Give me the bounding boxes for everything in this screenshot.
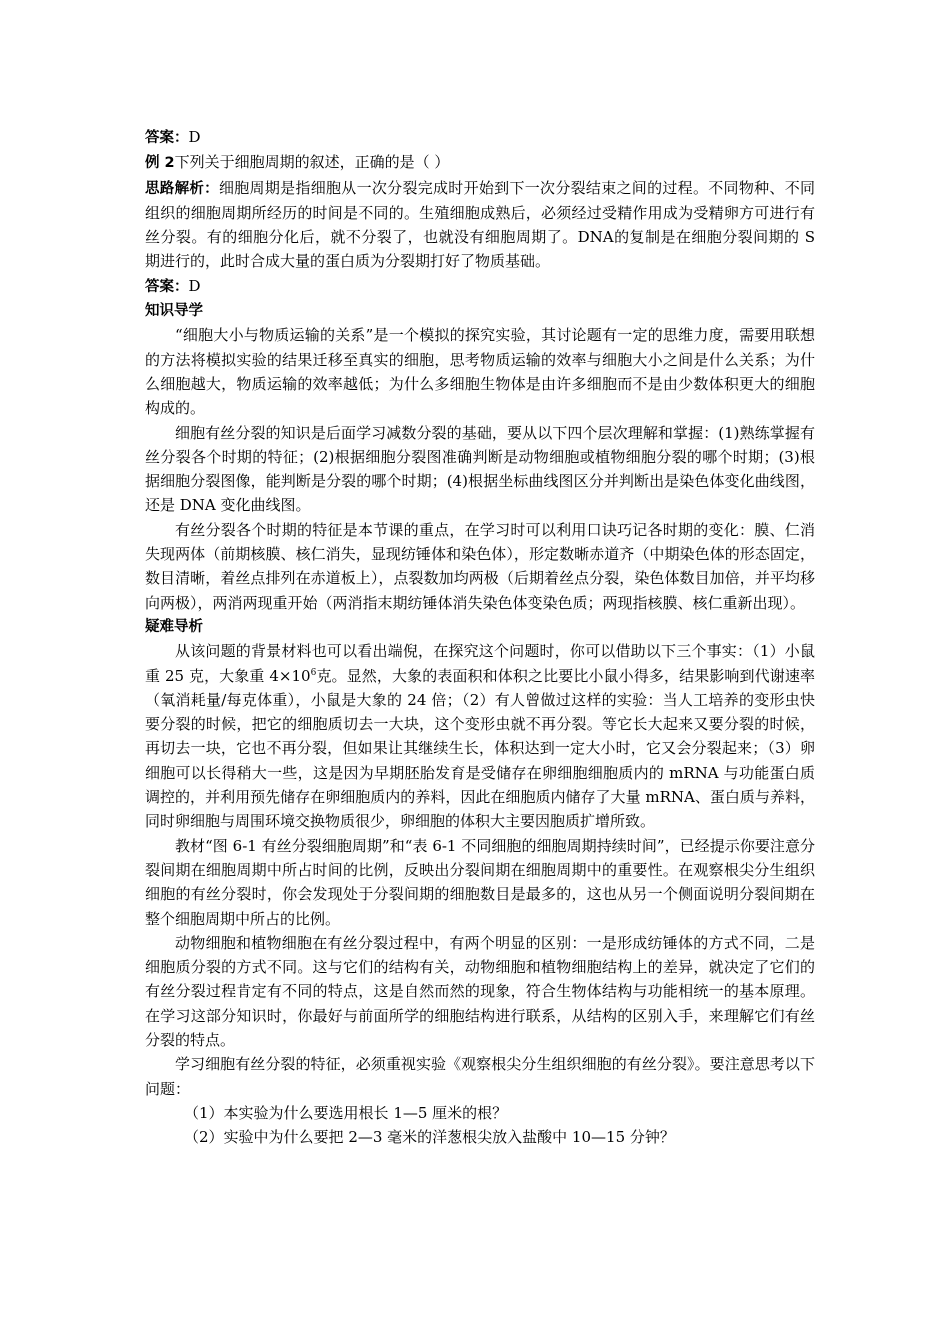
section-heading-difficulty-analysis: 疑难导析 xyxy=(145,618,203,635)
section-heading-knowledge-guide: 知识导学 xyxy=(145,303,203,320)
analysis-paragraph xyxy=(145,176,815,274)
guide-paragraph: 有丝分裂各个时期的特征是本节课的重点，在学习时可以利用口诀巧记各时期的变化：膜、仁消失现两体（前期核膜、核仁消失，显现纺锤体和染色体），形定数晰赤道齐（中期染色体的形态固定，数目清晰，着丝点排列在赤道板上），点裂数加均两极（后期着丝点分裂，染色体数目加倍，并平均移向两极），两消两现重开始（两消指末期纺锤体消失染色体变染色质；两现指核膜、核仁重新出现）。 xyxy=(145,520,815,612)
question-item: （2）实验中为什么要把 2—3 毫米的洋葱根尖放入盐酸中 10—15 分钟？ xyxy=(184,1128,675,1147)
difficulty-paragraph: 教材“图 6-1 有丝分裂细胞周期”和“表 6-1 不同细胞的细胞周期持续时间”，已经提示你要注意分裂间期在细胞周期中所占时间的比例，反映出分裂间期在细胞周期中的重要性。在观察根尖分生组织细胞的有丝分裂时，你会发现处于分裂间期的细胞数目是最多的，这也从另一个侧面说明分裂间期在整个细胞周期中所占的比例。 xyxy=(145,836,815,928)
analysis-label: 思路解析： xyxy=(145,180,219,197)
difficulty-paragraph: 学习细胞有丝分裂的特征，必须重视实验《观察根尖分生组织细胞的有丝分裂》。要注意思考以下问题： xyxy=(145,1055,815,1098)
example-question-text: 下列关于细胞周期的叙述，正确的是（ ） xyxy=(174,153,450,172)
answer-line-2 xyxy=(145,274,815,299)
guide-paragraph: “细胞大小与物质运输的关系”是一个模拟的探究实验，其讨论题有一定的思维力度，需要用联想的方法将模拟实验的结果迁移至真实的细胞，思考物质运输的效率与细胞大小之间是什么关系；为什么细胞越大，物质运输的效率越低；为什么多细胞生物体是由许多细胞而不是由少数体积更大的细胞构成的。 xyxy=(145,326,815,418)
answer-label: 答案： xyxy=(145,130,189,146)
document-body xyxy=(145,125,815,1149)
answer-line-1 xyxy=(145,125,815,150)
question-item: （1）本实验为什么要选用根长 1—5 厘米的根？ xyxy=(184,1103,508,1122)
difficulty-paragraph: 动物细胞和植物细胞在有丝分裂过程中，有两个明显的区别：一是形成纺锤体的方式不同，二是细胞质分裂的方式不同。这与它们的结构有关，动物细胞和植物细胞结构上的差异，就决定了它们的有丝分裂过程肯定有不同的特点，这是自然而然的现象，符合生物体结构与功能相统一的基本原理。在学习这部分知识时，你最好与前面所学的细胞结构进行联系，从结构的区别入手，来理解它们有丝分裂的特点。 xyxy=(145,933,815,1049)
difficulty-paragraph xyxy=(145,639,815,833)
answer-value: D xyxy=(188,128,201,146)
answer-label: 答案： xyxy=(145,278,189,295)
guide-paragraph: 细胞有丝分裂的知识是后面学习减数分裂的基础，要从以下四个层次理解和掌握：(1)熟练掌握有丝分裂各个时期的特征；(2)根据细胞分裂图准确判断是动物细胞或植物细胞分裂的哪个时期；(3)根据细胞分裂图像，能判断是分裂的哪个时期；(4)根据坐标曲线图区分并判断出是染色体变化曲线图，还是 DNA 变化曲线图。 xyxy=(145,423,815,515)
difficulty-text-part: 从该问题的背景材料也可以看出端倪，在探究这个问题时，你可以借助以下三个事实：（1）小鼠重 25 克，大象重 4×10 xyxy=(145,642,815,685)
analysis-text: 细胞周期是指细胞从一次分裂完成时开始到下一次分裂结束之间的过程。不同物种、不同组织的细胞周期所经历的时间是不同的。生殖细胞成熟后，必须经过受精作用成为受精卵方可进行有丝分裂。有的细胞分化后，就不分裂了，也就没有细胞周期了。DNA的复制是在细胞分裂间期的 S 期进行的，此时合成大量的蛋白质为分裂期打好了物质基础。 xyxy=(145,178,815,271)
answer-value: D xyxy=(188,276,201,295)
example-label: 例 2 xyxy=(145,155,175,172)
example-2-question xyxy=(145,150,815,175)
exponent: 6 xyxy=(310,667,317,678)
difficulty-text-part: 克。显然，大象的表面积和体积之比要比小鼠小得多，结果影响到代谢速率（氧消耗量/每克体重），小鼠是大象的 24 倍；（2）有人曾做过这样的实验：当人工培养的变形虫快要分裂的时候，把它的细胞质切去一大块，这个变形虫就不再分裂。等它长大起来又要分裂的时候，再切去一块，它也不再分裂，但如果让其继续生长，体积达到一定大小时，它又会分裂起来；（3）卵细胞可以长得稍大一些，这是因为早期胚胎发育是受储存在卵细胞细胞质内的 mRNA 与功能蛋白质调控的，并利用预先储存在卵细胞质内的养料，因此在细胞质内储存了大量 mRNA、蛋白质与养料，同时卵细胞与周围环境交换物质很少，卵细胞的体积大主要因胞质扩增所致。 xyxy=(145,666,815,831)
